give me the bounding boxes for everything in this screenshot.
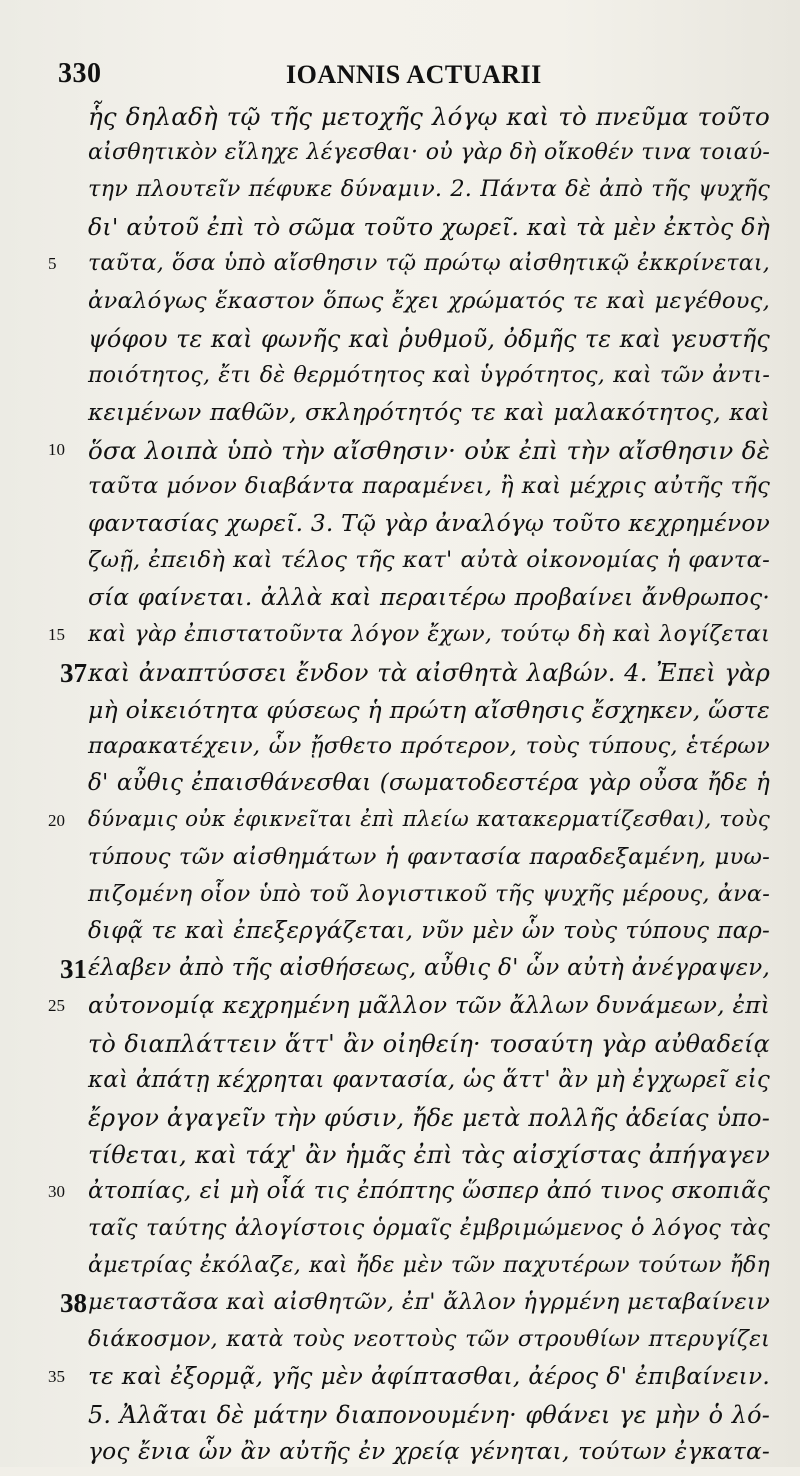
line-text: 5. Ἀλᾶται δὲ μάτην διαπονουμένη· φθάνει γε μὴν ὁ λό- [88,1400,770,1429]
line-text: ὅσα λοιπὰ ὑπὸ τὴν αἴσθησιν· οὐκ ἐπὶ τὴν αἴσθησιν δὲ [88,435,770,465]
line-text: δύναμις οὐκ ἐφικνεῖται ἐπὶ πλείω κατακερματίζεσθαι), τοὺς [88,806,770,832]
text-line [0,1287,800,1327]
text-line [0,916,800,956]
line-text: αὐτονομίᾳ κεχρημένη μᾶλλον τῶν ἄλλων δυνάμεων, ἐπὶ [88,992,770,1020]
text-line [0,1213,800,1253]
line-text: ἀμετρίας ἐκόλαζε, καὶ ἤδε μὲν τῶν παχυτέρων τούτων ἤδη [88,1252,770,1279]
line-number: 35 [48,1367,65,1387]
line-text: ψόφου τε καὶ φωνῆς καὶ ῥυθμοῦ, ὀδμῆς τε καὶ γευστῆς [88,324,770,353]
text-line [0,397,800,437]
line-number: 30 [48,1181,65,1201]
line-text: δ' αὖθις ἐπαισθάνεσθαι (σωματοδεστέρα γὰρ οὖσα ἤδε ἡ [88,769,770,796]
text-line [0,768,800,808]
text-line [0,805,800,845]
line-text: ζωῇ, ἐπειδὴ καὶ τέλος τῆς κατ' αὐτὰ οἰκονομίας ἡ φαντα- [88,547,770,574]
line-text: τίθεται, καὶ τάχ' ἂν ἡμᾶς ἐπὶ τὰς αἰσχίστας ἀπήγαγεν [88,1140,770,1169]
running-head: IOANNIS ACTUARII [286,60,542,89]
text-line [0,990,800,1030]
line-text: αἰσθητικὸν εἴληχε λέγεσθαι· οὐ γὰρ δὴ οἴκοθέν τινα τοιαύ- [88,139,770,166]
line-text: έλαβεν ἀπὸ τῆς αἰσθήσεως, αὖθις δ' ὧν αὐτὴ ἀνέγραψεν, [88,955,770,982]
line-text: κειμένων παθῶν, σκληρότητός τε καὶ μαλακότητος, καὶ [88,398,770,426]
text-line [0,1324,800,1364]
text-line [0,694,800,734]
line-text: καὶ ἀναπτύσσει ἔνδον τὰ αἰσθητὰ λαβών. 4. Ἐπεὶ γὰρ [88,658,770,687]
line-text: καὶ ἀπάτῃ κέχρηται φαντασία, ὡς ἅττ' ἂν μὴ ἐγχωρεῖ εἰς [88,1066,770,1093]
text-line [0,1176,800,1216]
margin-reference: 38 [60,1288,87,1319]
line-text: ἀναλόγως ἕκαστον ὅπως ἔχει χρώματός τε καὶ μεγέθους, [88,287,770,314]
line-text: σία φαίνεται. ἀλλὰ καὶ περαιτέρω προβαίνει ἄνθρωπος· [88,584,770,612]
text-line [0,1399,800,1439]
text-line [0,1028,800,1068]
line-text: μεταστᾶσα καὶ αἰσθητῶν, ἐπ' ἄλλον ἡγρμένη μεταβαίνειν [88,1289,770,1316]
text-line [0,286,800,326]
text-line [0,360,800,400]
text-line [0,508,800,548]
text-line [0,731,800,771]
line-text: διφᾷ τε καὶ ἐπεξεργάζεται, νῦν μὲν ὧν τοὺς τύπους παρ- [88,918,770,945]
text-line [0,619,800,659]
line-text: τὸ διαπλάττειν ἅττ' ἂν οἰηθείη· τοσαύτη γὰρ αὐθαδείᾳ [88,1029,770,1058]
line-text: ταῦτα μόνον διαβάντα παραμένει, ἢ καὶ μέχρις αὐτῆς τῆς [88,473,770,499]
text-line [0,174,800,214]
line-text: τε καὶ ἐξορμᾷ, γῆς μὲν ἀφίπτασθαι, ἀέρος δ' ἐπιβαίνειν. [88,1363,770,1391]
text-line [0,248,800,288]
page-number: 330 [58,58,102,89]
text-line [0,1361,800,1401]
text-line [0,582,800,622]
line-number: 20 [48,810,65,830]
line-text: ἀτοπίας, εἰ μὴ οἷά τις ἐπόπτης ὥσπερ ἀπό τινος σκοπιᾶς [88,1177,770,1204]
line-text: γος ἔνια ὧν ἂν αὐτῆς ἐν χρείᾳ γένηται, τούτων ἐγκατα- [88,1437,770,1465]
text-line [0,953,800,993]
margin-reference: 31 [60,954,87,985]
text-line [0,471,800,511]
text-line [0,137,800,177]
text-line [0,1436,800,1476]
line-text: καὶ γὰρ ἐπιστατοῦντα λόγον ἔχων, τούτῳ δὴ καὶ λογίζεται [88,621,770,648]
line-text: ἔργον ἀγαγεῖν τὴν φύσιν, ἤδε μετὰ πολλῆς ἀδείας ὑπο- [88,1103,771,1132]
margin-reference: 37 [60,657,87,688]
text-line [0,842,800,882]
line-number: 10 [48,439,65,459]
text-line [0,545,800,585]
line-text: διάκοσμον, κατὰ τοὺς νεοττοὺς τῶν στρουθίων πτερυγίζει [88,1326,770,1353]
text-line [0,657,800,697]
text-line [0,1065,800,1105]
line-text: την πλουτεῖν πέφυκε δύναμιν. 2. Πάντα δὲ ἀπὸ τῆς ψυχῆς [88,176,770,203]
line-text: ταῖς ταύτης ἀλογίστοις ὁρμαῖς ἐμβριμώμενος ὁ λόγος τὰς [88,1215,770,1241]
line-text: παρακατέχειν, ὧν ᾔσθετο πρότερον, τοὺς τύπους, ἑτέρων [88,732,770,759]
text-line [0,323,800,363]
line-number: 15 [48,625,65,645]
text-line [0,434,800,474]
line-text: φαντασίας χωρεῖ. 3. Τῷ γὰρ ἀναλόγῳ τοῦτο κεχρημένον [88,510,770,538]
line-number: 25 [48,996,65,1016]
line-text: ποιότητος, ἔτι δὲ θερμότητος καὶ ὑγρότητος, καὶ τῶν ἀντι- [88,361,770,388]
text-line [0,1139,800,1179]
text-line [0,879,800,919]
line-number: 5 [48,254,57,274]
page-header [58,58,760,98]
text-line [0,1102,800,1142]
text-line [0,211,800,251]
line-text: δι' αὐτοῦ ἐπὶ τὸ σῶμα τοῦτο χωρεῖ. καὶ τὰ μὲν ἐκτὸς δὴ [88,213,770,242]
line-text: ταῦτα, ὅσα ὑπὸ αἴσθησιν τῷ πρώτῳ αἰσθητικῷ ἐκκρίνεται, [88,250,770,277]
text-line [0,100,800,140]
line-text: μὴ οἰκειότητα φύσεως ἡ πρώτη αἴσθησις ἔσχηκεν, ὥστε [88,695,770,724]
line-text: τύπους τῶν αἰσθημάτων ἡ φαντασία παραδεξαμένη, μυω- [88,844,770,870]
line-text: πιζομένη οἷον ὑπὸ τοῦ λογιστικοῦ τῆς ψυχῆς μέρους, ἀνα- [88,881,770,908]
text-line [0,1250,800,1290]
line-text: ἧς δηλαδὴ τῷ τῆς μετοχῆς λόγῳ καὶ τὸ πνεῦμα τοῦτο [88,102,770,131]
